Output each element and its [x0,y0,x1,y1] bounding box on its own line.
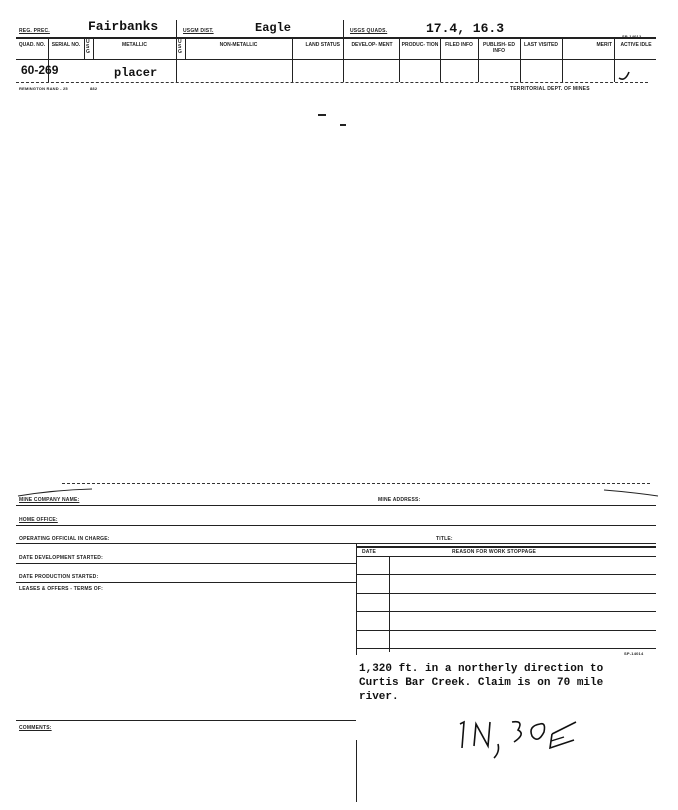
rule [16,582,356,583]
bottom-top-rule [62,483,650,484]
comments-label: COMMENTS: [19,725,52,731]
col-production: PRODUC- TION [401,42,439,48]
col-divider [343,20,344,82]
col-filed-info: FILED INFO [445,42,473,48]
table-row-rule [356,648,656,649]
usgm-dist-value: Eagle [255,21,292,35]
top-bottom-rule [16,82,648,83]
home-office-label: HOME OFFICE: [19,517,58,523]
table-row-rule [356,593,656,594]
mine-company-name-label: MINE COMPANY NAME: [19,497,80,503]
col-land-status: LAND STATUS [305,42,340,48]
reg-prec-label: REG. PREC. [19,28,50,34]
col-divider [84,38,85,59]
col-divider [440,38,441,82]
usgs-quad-label: USGS QUADS. [350,28,388,34]
col-merit: MERIT [596,42,612,48]
usgm-dist-label: USGM DIST. [183,28,214,34]
table-row-rule [356,611,656,612]
rule [16,720,356,721]
table-divider [389,556,390,652]
col-metallic: METALLIC [122,42,147,48]
mine-address-label: MINE ADDRESS: [378,497,421,503]
usgs-quad-value: 17.4, 16.3 [426,21,505,36]
reg-prec-value: Fairbanks [88,19,159,34]
reason-col-label: REASON FOR WORK STOPPAGE [452,549,537,555]
col-divider [478,38,479,82]
bottom-form-number: SP-14014 [624,651,644,656]
table-row-rule [356,574,656,575]
top-footer-code: 882 [90,86,98,91]
row-serial-value: 60-269 [21,63,59,77]
operating-official-label: OPERATING OFFICIAL IN CHARGE: [19,536,110,542]
top-header-rule [16,37,656,39]
rule [16,563,356,564]
date-development-label: DATE DEVELOPMENT STARTED: [19,555,103,561]
col-divider [176,20,177,82]
col-divider [399,38,400,82]
rule [16,543,656,544]
col-usg: U S G [86,39,90,55]
date-production-label: DATE PRODUCTION STARTED: [19,574,99,580]
typed-note-line: 1,320 ft. in a northerly direction to [359,663,604,675]
handwritten-note-icon [452,714,582,764]
col-usg-2: U S G [178,39,182,55]
typed-note-line: river. [359,691,399,703]
top-footer-right: TERRITORIAL DEPT. OF MINES [510,86,590,92]
rule [16,525,656,526]
rule [16,505,656,506]
col-divider [562,38,563,82]
top-footer-left: REMINGTON RAND - 25 [19,86,68,91]
stray-mark [318,114,326,116]
col-last-visited: LAST VISITED [524,42,558,48]
col-serial-no: SERIAL NO. [51,42,81,48]
top-column-rule [16,59,656,60]
top-form-number: SP-14012 [622,34,642,39]
col-active-idle: ACTIVE IDLE [620,42,652,48]
rule [356,546,656,548]
col-quad-no: QUAD. NO. [18,42,46,48]
col-published-info: PUBLISH- ED INFO [483,42,515,54]
leases-label: LEASES & OFFERS - TERMS OF: [19,586,104,592]
col-development: DEVELOP- MENT [351,42,393,48]
checkmark-icon [615,68,635,82]
typed-note-line: Curtis Bar Creek. Claim is on 70 mile [359,677,604,689]
table-divider [356,543,357,655]
col-non-metallic: NON-METALLIC [219,42,258,48]
row-metallic-value: placer [114,66,158,80]
col-divider [520,38,521,82]
stray-mark [340,124,346,126]
title-label: TITLE: [436,536,453,542]
bottom-vertical-rule [356,740,357,802]
rule [356,556,656,557]
curve-mark-icon [600,486,660,498]
col-divider [292,38,293,82]
date-col-label: DATE [362,549,377,555]
typed-note [359,662,603,704]
table-row-rule [356,630,656,631]
